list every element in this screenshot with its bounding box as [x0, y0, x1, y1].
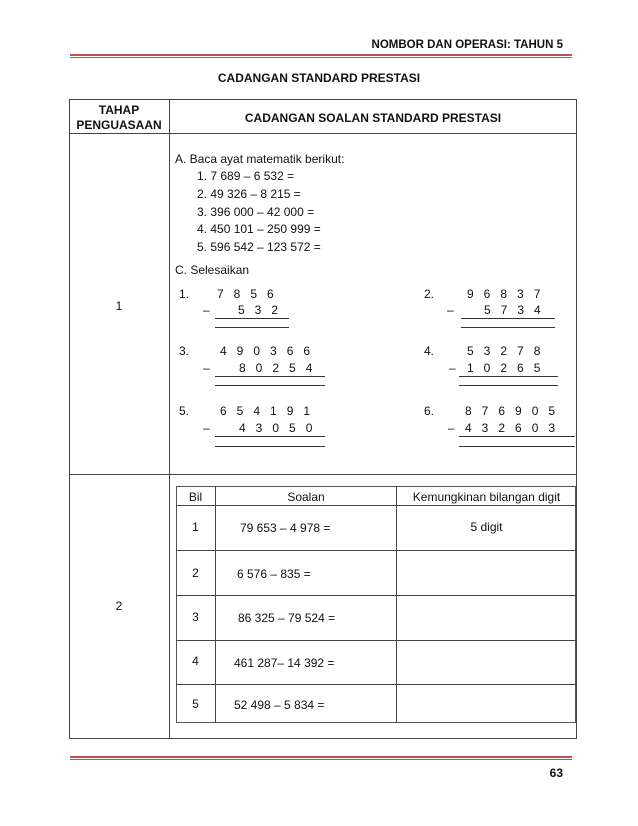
- digit-table-soalan: 461 287– 14 392 =: [234, 656, 335, 670]
- problem-number: 4.: [424, 344, 435, 358]
- col-header-line1: TAHAP: [98, 103, 140, 117]
- digit-table-row-divider: [176, 550, 576, 551]
- col-header-line2: PENGUASAAN: [76, 118, 162, 132]
- subtraction-line: [459, 436, 575, 437]
- column-divider: [169, 99, 170, 739]
- level-row-divider: [69, 474, 577, 475]
- subtraction-line: [459, 376, 558, 377]
- section-a-heading: A. Baca ayat matematik berikut:: [175, 152, 345, 166]
- level-2-label: 2: [115, 599, 123, 613]
- digit-table-col-divider: [215, 486, 216, 723]
- answer-line: [459, 446, 575, 447]
- digit-table-bil: 3: [192, 610, 199, 624]
- digit-table-bil: 2: [192, 566, 199, 580]
- section-a-item-2: 2. 49 326 – 8 215 =: [197, 187, 301, 201]
- digit-table-soalan: 6 576 – 835 =: [237, 567, 311, 581]
- minus-sign: –: [448, 421, 455, 435]
- level-1-label: 1: [115, 299, 123, 313]
- problem-number: 2.: [424, 287, 435, 301]
- problem-bottom-operand: 5 7 3 4: [484, 303, 541, 317]
- problem-number: 1.: [179, 287, 190, 301]
- chapter-header: NOMBOR DAN OPERASI: TAHUN 5: [371, 39, 563, 51]
- header-row-divider: [69, 133, 577, 134]
- digit-table-soalan: 86 325 – 79 524 =: [238, 611, 336, 625]
- header-rule-thin: [70, 57, 572, 58]
- digit-table-bil: 1: [192, 520, 199, 534]
- footer-rule-thin: [70, 759, 572, 760]
- problem-number: 5.: [179, 404, 190, 418]
- page-number: 63: [549, 766, 563, 780]
- digit-table-row-divider: [176, 640, 576, 641]
- digit-table-row-divider: [176, 595, 576, 596]
- minus-sign: –: [203, 303, 210, 317]
- problem-bottom-operand: 5 3 2: [238, 303, 279, 317]
- section-a-item-5: 5. 596 542 – 123 572 =: [197, 240, 321, 254]
- answer-line: [215, 327, 289, 328]
- section-a-item-3: 3. 396 000 – 42 000 =: [197, 205, 315, 219]
- digit-table-header-digit: Kemungkinan bilangan digit: [412, 490, 561, 504]
- minus-sign: –: [203, 421, 210, 435]
- digit-table-soalan: 52 498 – 5 834 =: [234, 698, 325, 712]
- problem-top-operand: 7 8 5 6: [217, 287, 274, 301]
- digit-table-bil: 5: [192, 697, 199, 711]
- digit-table-header-divider: [176, 505, 576, 506]
- minus-sign: –: [449, 361, 456, 375]
- answer-line: [215, 385, 325, 386]
- subtraction-line: [461, 318, 555, 319]
- subtraction-line: [215, 318, 289, 319]
- subtraction-line: [215, 376, 325, 377]
- problem-bottom-operand: 8 0 2 5 4: [239, 361, 313, 375]
- problem-top-operand: 8 7 6 9 0 5: [465, 404, 556, 418]
- section-a-item-4: 4. 450 101 – 250 999 =: [197, 222, 321, 236]
- footer-rule: [70, 756, 572, 758]
- problem-number: 3.: [179, 344, 190, 358]
- col-header-soalan: CADANGAN SOALAN STANDARD PRESTASI: [244, 111, 502, 125]
- problem-top-operand: 5 3 2 7 8: [467, 344, 541, 358]
- digit-table-bil: 4: [192, 654, 199, 668]
- digit-table-header-soalan: Soalan: [287, 490, 325, 504]
- minus-sign: –: [203, 361, 210, 375]
- problem-top-operand: 6 5 4 1 9 1: [220, 404, 311, 418]
- digit-table-row-divider: [176, 684, 576, 685]
- problem-bottom-operand: 4 3 2 6 0 3: [465, 421, 556, 435]
- problem-top-operand: 4 9 0 3 6 6: [220, 344, 311, 358]
- section-a-item-1: 1. 7 689 – 6 532 =: [197, 169, 295, 183]
- answer-line: [459, 385, 558, 386]
- answer-line: [215, 446, 325, 447]
- header-rule: [70, 54, 572, 56]
- col-header-tahap: [69, 103, 169, 133]
- minus-sign: –: [447, 303, 454, 317]
- problem-number: 6.: [424, 404, 435, 418]
- digit-table-soalan: 79 653 – 4 978 =: [240, 521, 331, 535]
- problem-bottom-operand: 1 0 2 6 5: [467, 361, 541, 375]
- subtraction-line: [215, 436, 325, 437]
- answer-line: [461, 327, 555, 328]
- problem-top-operand: 9 6 8 3 7: [467, 287, 541, 301]
- digit-table-answer: 5 digit: [470, 520, 503, 534]
- page-title: CADANGAN STANDARD PRESTASI: [217, 71, 421, 85]
- digit-table-header-bil: Bil: [188, 490, 203, 504]
- problem-bottom-operand: 4 3 0 5 0: [239, 421, 313, 435]
- section-c-heading: C. Selesaikan: [175, 263, 250, 277]
